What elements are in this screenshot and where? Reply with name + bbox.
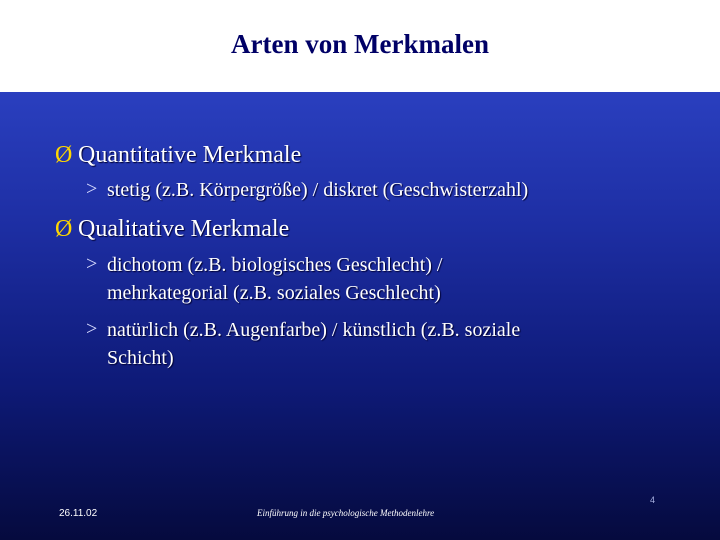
subitem-dichotom [107,251,442,307]
footer-date: 26.11.02 [59,508,98,519]
subitem-natuerlich [107,316,520,372]
page-number: 4 [650,495,656,505]
subitem-line: dichotom (z.B. biologisches Geschlecht) / [107,254,443,276]
subitem-line: Schicht) [107,347,174,369]
title-bar [0,0,720,92]
subitem-line: mehrkategorial (z.B. soziales Geschlecht) [107,282,441,304]
subbullet-marker-icon: > [86,178,98,200]
bullet-qualitative: Qualitative Merkmale [78,216,290,242]
footer-course-title: Einführung in die psychologische Methodenlehre [257,508,435,518]
subitem-stetig-diskret [107,176,528,204]
bullet-arrow-icon: Ø [55,216,73,242]
subitem-line: stetig (z.B. Körpergröße) / diskret (Geschwisterzahl) [107,179,529,201]
subitem-line: natürlich (z.B. Augenfarbe) / künstlich (z.B. soziale [107,319,521,341]
slide-title: Arten von Merkmalen [231,29,489,59]
subbullet-marker-icon: > [86,253,98,275]
bullet-quantitative: Quantitative Merkmale [78,142,302,168]
subbullet-marker-icon: > [86,318,98,340]
bullet-arrow-icon: Ø [55,142,73,168]
